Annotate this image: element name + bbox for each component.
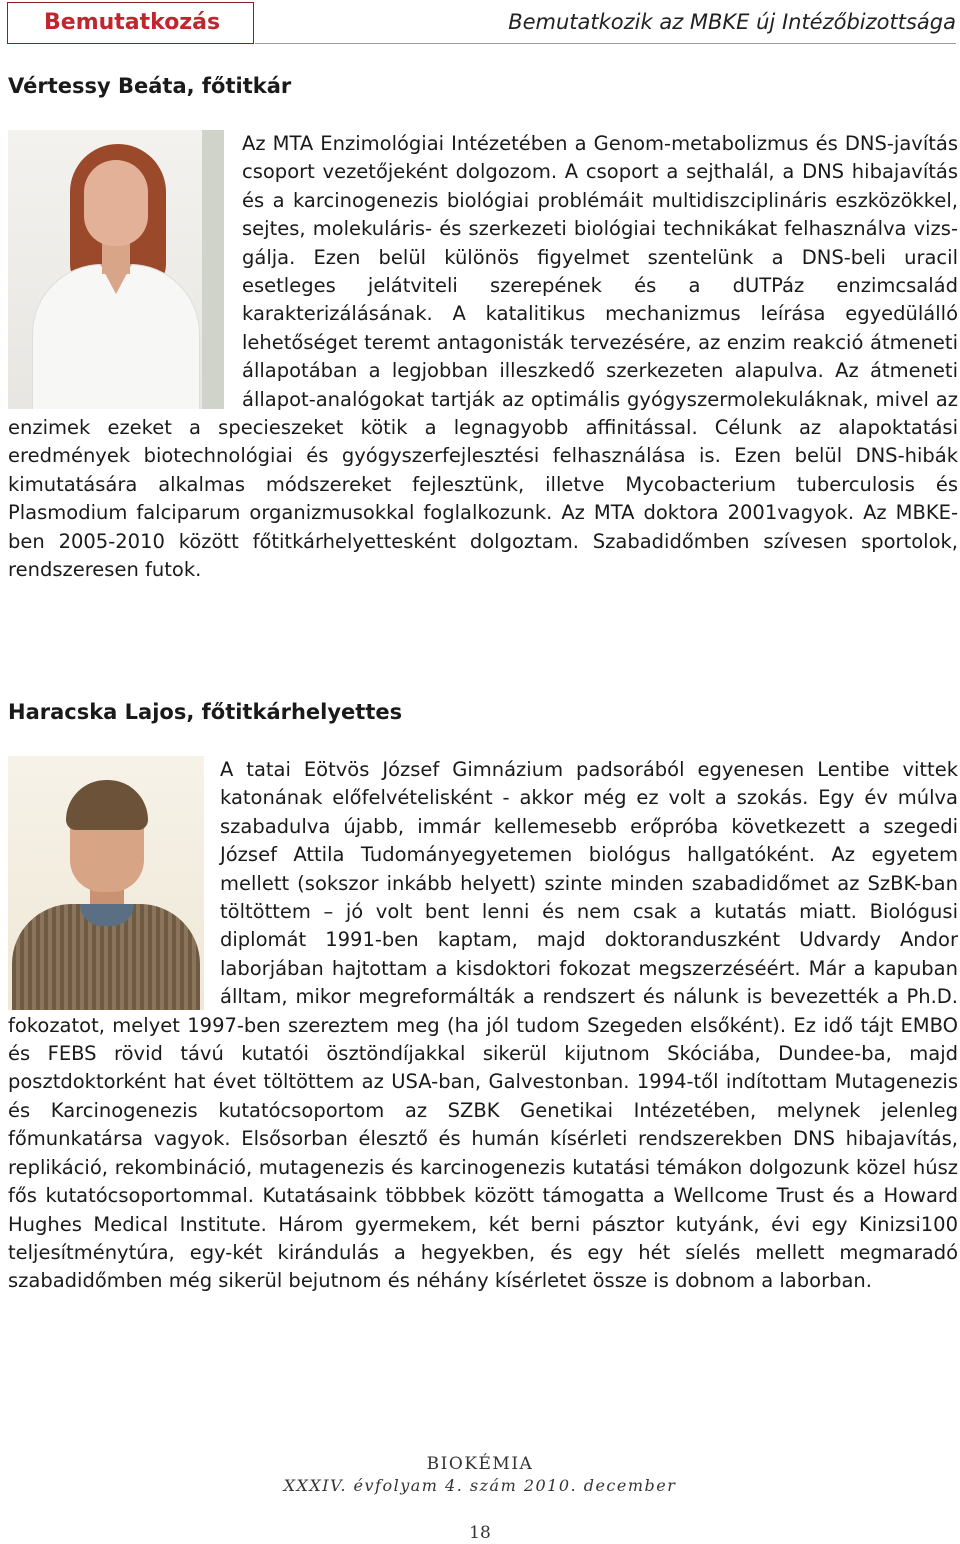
section-label: Bemutatkozás: [7, 2, 254, 44]
profile-text-haracska: A tatai Eötvös József Gimnázium padsorából egyenesen Lentibe vittek katonának előfelvételisként - akkor még ez volt a szokás. Egy év múlva szabadulva újabb, immár kellemesebb erőpróba következett a szegedi József Attila Tudományegyetemen biológus hallgatóként. Az egyetem mellett (sokszor inkább helyett) szinte minden szabadidőmet az SzBK-ban töltöttem – jó volt bent lenni és nem csak a kutatás miatt. Biológusi diplomát 1991-ben kaptam, majd doktoranduszként Udvardy Andor laborjában hajtottam a kisdoktori fokozat megszerzéséért. Már a kapuban álltam, mikor megreformálták a rendszert és nálunk is bevezették a Ph.D. fokozatot, melyet 1997-ben szereztem meg (ha jól tudom Szegeden elsőként). Ez idő tájt EMBO és FEBS rövid távú kutatói ösztöndíjakkal sikerül kijutnom Skóciába, Dundee-ba, majd posztdoktorként hat évet töltöttem az USA-ban, Galvestonban. 1994-től indítottam Mutagenezis és Karcinogenezis kutatócsoportom az SZBK Genetikai Intézetében, melynek jelenleg főmunkatársa vagyok. Elsősorban élesztő és humán kísérleti rendszerekben DNS hibajavítás, replikáció, rekombináció, mutagenezis és karcinogenezis kutatási témákon dolgozunk közel húsz fős kutatócsoportommal. Kutatásaink többbek között támogatta a Wellcome Trust és a Howard Hughes Medical Institute. Három gyermekem, két berni pásztor kutyánk, évi egy Kinizsi100 teljesítménytúra, egy-két kirándulás a hegyekben, és egy hét síelés mellett megmaradó szabadidőmben még sikerül bejutnom és néhány kísérletet össze is dobnom a laborban.: [8, 758, 958, 1293]
page-number: 18: [469, 1523, 491, 1543]
profile-vertessy: [8, 130, 958, 585]
journal-issue: XXXIV. évfolyam 4. szám 2010. december: [283, 1476, 677, 1495]
page-header: [0, 0, 960, 46]
header-title: Bemutatkozik az MBKE új Intézőbizottsága: [508, 10, 956, 34]
profile-heading-haracska: Haracska Lajos, főtitkárhelyettes: [8, 700, 403, 724]
profile-heading-vertessy: Vértessy Beáta, főtitkár: [8, 74, 292, 98]
profile-text-vertessy: Az MTA Enzimológiai Intézetében a Genom-metabolizmus és DNS-javítás csoport vezetőjeként dolgozom. A csoport a sejthalál, a DNS hibajavítás és a karcinogenezis biológiai problémáit multidiszciplináris eszközökkel, sejtes, molekuláris- és szerkezeti biológiai technikákat felhasználva vizsgálja. Ezen belül különös figyelmet szentelünk a DNS-beli uracil esetleges jelátviteli szerepének és a dUTPáz enzimcsalád karakterizálásának. A katalitikus mechanizmus leírása egyedülálló lehetőséget teremt antagonisták tervezésére, az enzim reakció átmeneti állapotában a legjobban illeszkedő szerkezeten alapulva. Az átmeneti állapot-analógokat tartják az optimális gyógyszermolekuláknak, mivel az enzimek ezeket a specieszeket kötik a legnagyobb affinitással. Célunk az alapoktatási eredmények biotechnológiai és gyógyszerfejlesztési felhasználása is. Ezen belül DNS-hibák kimutatására alkalmas módszereket fejlesztünk, illetve Mycobacterium tuberculosis és Plasmodium falciparum organizmusokkal foglalkozunk. Az MTA doktora 2001vagyok. Az MBKE-ben 2005-2010 között főtitkárhelyettesként dolgoztam. Szabadidőmben szívesen sportolok, rendszeresen futok.: [8, 132, 958, 582]
profile-haracska: [8, 756, 958, 1296]
journal-name: BIOKÉMIA: [426, 1454, 534, 1474]
portrait-photo-vertessy: [8, 130, 224, 409]
portrait-photo-haracska: [8, 756, 204, 1010]
header-divider: [255, 43, 956, 44]
journal-footer: [0, 1453, 960, 1543]
